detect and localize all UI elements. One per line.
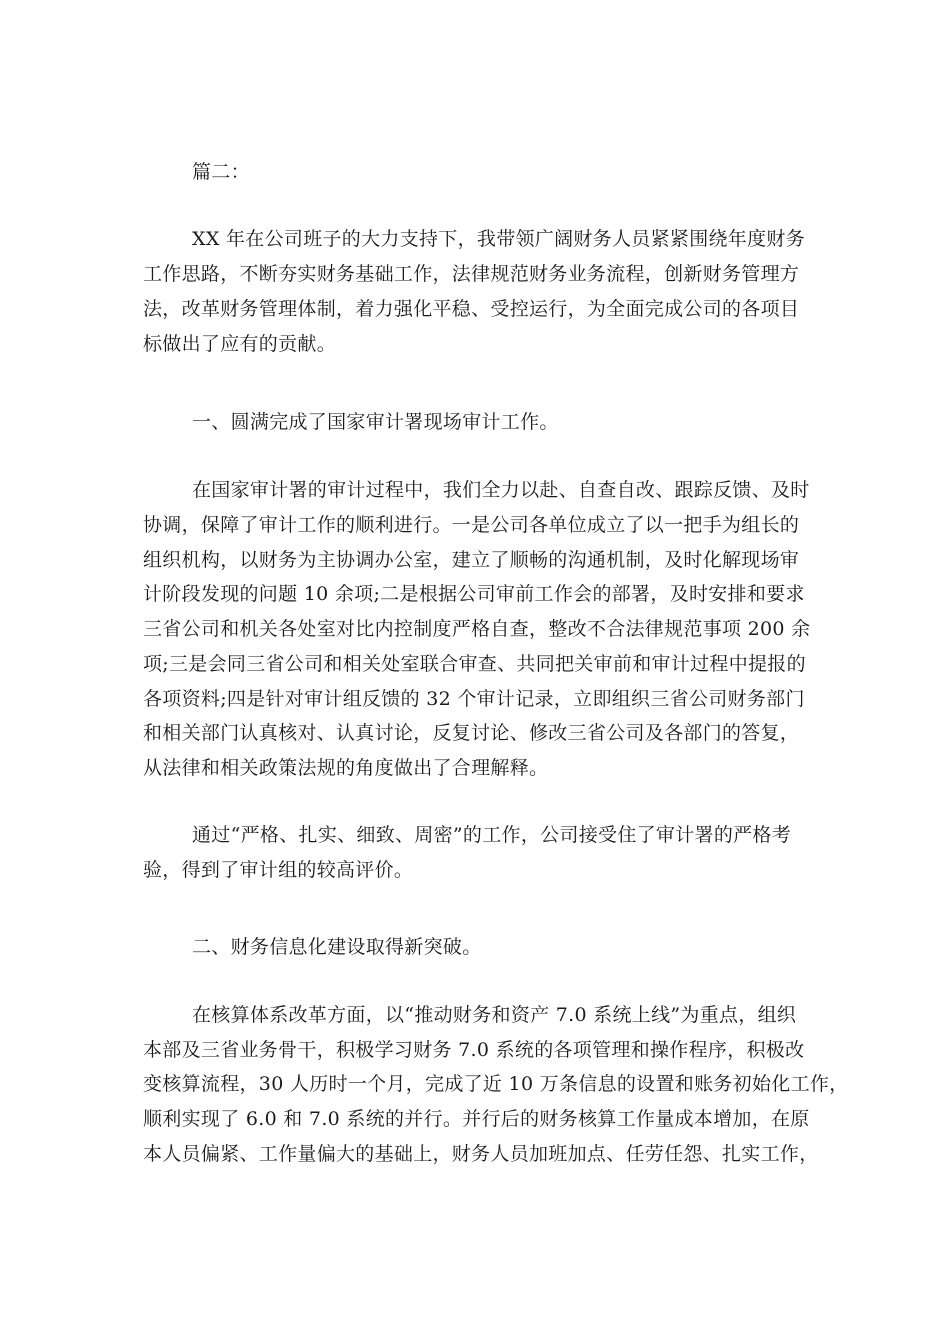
paragraph-line: 本人员偏紧、工作量偏大的基础上，财务人员加班加点、任劳任怨、扎实工作，: [143, 1143, 819, 1165]
paragraph-line: 协调，保障了审计工作的顺利进行。一是公司各单位成立了以一把手为组长的: [143, 514, 800, 536]
paragraph-line: 在国家审计署的审计过程中，我们全力以赴、自查自改、跟踪反馈、及时: [192, 479, 810, 501]
paragraph-line: 各项资料;四是针对审计组反馈的 32 个审计记录，立即组织三省公司财务部门: [143, 688, 805, 710]
paragraph-line: 组织机构，以财务为主协调办公室，建立了顺畅的沟通机制，及时化解现场审: [143, 549, 800, 571]
paragraph-line: 计阶段发现的问题 10 余项;二是根据公司审前工作会的部署，及时安排和要求: [143, 583, 805, 605]
paragraph-line: 顺利实现了 6.0 和 7.0 系统的并行。并行后的财务核算工作量成本增加，在原: [143, 1108, 810, 1130]
paragraph-line: 变核算流程，30 人历时一个月，完成了近 10 万条信息的设置和账务初始化工作，: [143, 1073, 849, 1095]
paragraph-line: 三省公司和机关各处室对比内控制度严格自查，整改不合法律规范事项 200 余: [143, 618, 811, 640]
paragraph-line: 本部及三省业务骨干，积极学习财务 7.0 系统的各项管理和操作程序，积极改: [143, 1039, 805, 1061]
heading-one: 一、圆满完成了国家审计署现场审计工作。: [192, 411, 559, 433]
paragraph-line: XX 年在公司班子的大力支持下，我带领广阔财务人员紧紧围绕年度财务: [192, 228, 805, 250]
paragraph-line: 验，得到了审计组的较高评价。: [143, 859, 414, 881]
heading-two: 二、财务信息化建设取得新突破。: [192, 936, 482, 958]
paragraph-line: 通过“严格、扎实、细致、周密”的工作，公司接受住了审计署的严格考: [192, 824, 792, 846]
section-label: 篇二：: [192, 161, 250, 183]
paragraph-line: 项;三是会同三省公司和相关处室联合审查、共同把关审前和审计过程中提报的: [143, 653, 806, 675]
paragraph-line: 法，改革财务管理体制，着力强化平稳、受控运行，为全面完成公司的各项目: [143, 298, 800, 320]
paragraph-line: 从法律和相关政策法规的角度做出了合理解释。: [143, 757, 549, 779]
paragraph-line: 和相关部门认真核对、认真讨论，反复讨论、修改三省公司及各部门的答复，: [143, 722, 800, 744]
paragraph-line: 工作思路，不断夯实财务基础工作，法律规范财务业务流程，创新财务管理方: [143, 263, 800, 285]
paragraph-line: 在核算体系改革方面，以“推动财务和资产 7.0 系统上线”为重点，组织: [192, 1004, 797, 1026]
paragraph-line: 标做出了应有的贡献。: [143, 333, 337, 355]
